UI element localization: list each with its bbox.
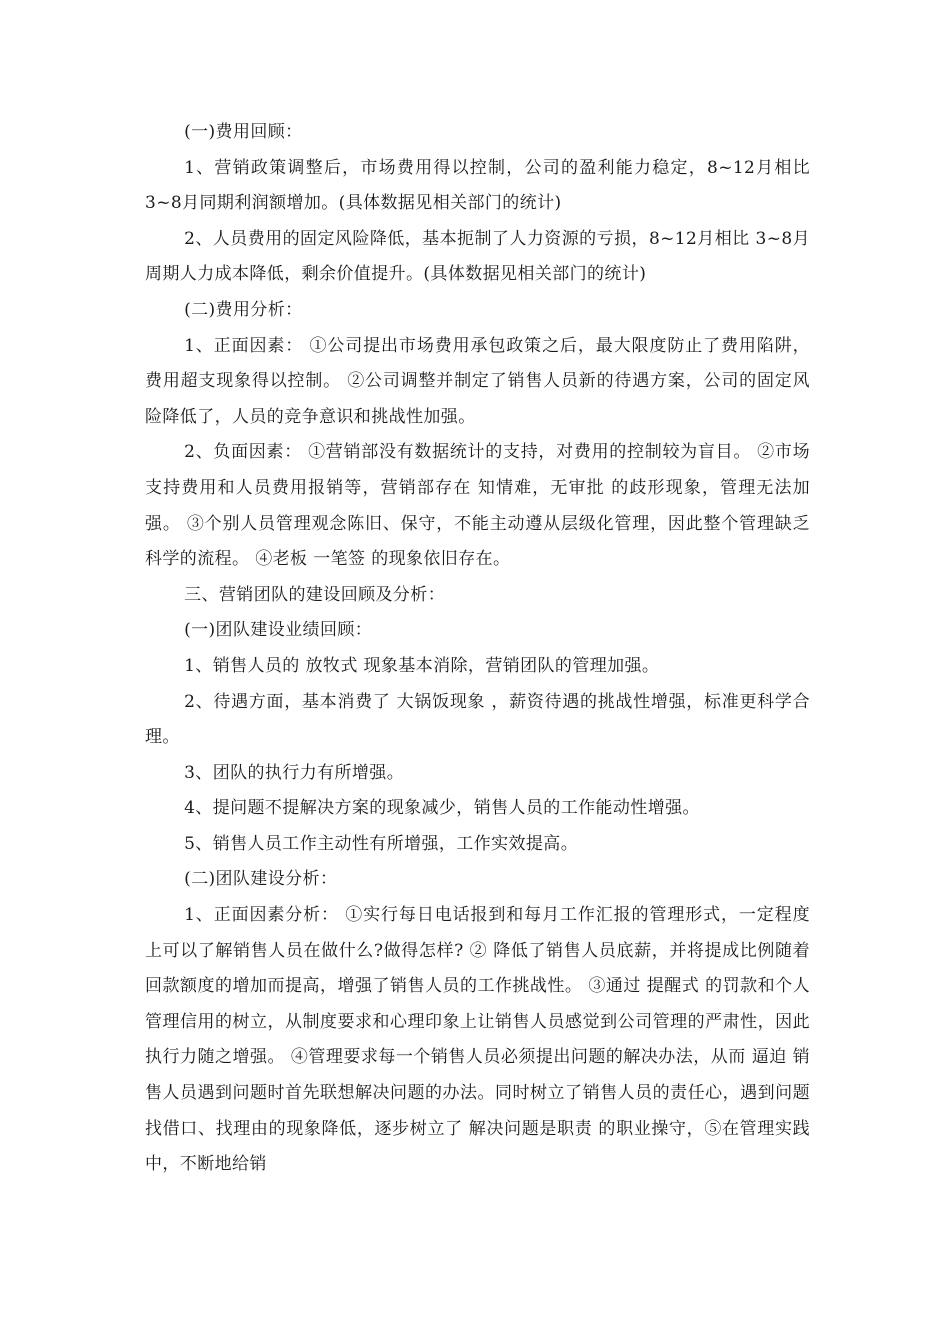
- heading-team-performance-review: (一)团队建设业绩回顾：: [184, 620, 373, 641]
- paragraph-team-review-1: 1、销售人员的 放牧式 现象基本消除，营销团队的管理加强。: [184, 655, 660, 676]
- heading-team-building: 三、营销团队的建设回顾及分析：: [184, 584, 446, 605]
- paragraph-team-review-2: 2、待遇方面，基本消费了 大锅饭现象 ，薪资待遇的挑战性增强，标准更科学合理。: [145, 691, 810, 748]
- document-body: [145, 115, 810, 1183]
- heading-expense-review: (一)费用回顾：: [184, 122, 303, 142]
- heading-expense-analysis: (二)费用分析：: [184, 299, 303, 320]
- paragraph-negative-factors: 2、负面因素： ①营销部没有数据统计的支持，对费用的控制较为盲目。 ②市场支持费用和人员费用报销等，营销部存在 知情难，无审批 的歧形现象，管理无法加强。 ③个别人员管理观念陈旧、保守，不能主动遵从层级化管理，因此整个管理缺乏科学的流程。 ④老板 一笔签 的现象依旧存在。: [145, 442, 810, 570]
- paragraph-expense-review-1: 1、营销政策调整后，市场费用得以控制，公司的盈利能力稳定，8~12月相比 3~8月同期利润额增加。(具体数据见相关部门的统计): [145, 157, 810, 214]
- paragraph-positive-factors: 1、正面因素： ①公司提出市场费用承包政策之后，最大限度防止了费用陷阱，费用超支现象得以控制。 ②公司调整并制定了销售人员新的待遇方案，公司的固定风险降低了，人员的竞争意识和挑战性加强。: [145, 335, 810, 427]
- paragraph-team-review-4: 4、提问题不提解决方案的现象减少，销售人员的工作能动性增强。: [184, 798, 700, 819]
- paragraph-team-review-3: 3、团队的执行力有所增强。: [184, 762, 405, 783]
- heading-team-analysis: (二)团队建设分析：: [184, 869, 338, 890]
- paragraph-team-review-5: 5、销售人员工作主动性有所增强，工作实效提高。: [184, 833, 579, 854]
- paragraph-team-positive-analysis: 1、正面因素分析： ①实行每日电话报到和每月工作汇报的管理形式，一定程度上可以了解销售人员在做什么?做得怎样? ② 降低了销售人员底薪，并将提成比例随着回款额度的增加而提高，增强了销售人员的工作挑战性。 ③通过 提醒式 的罚款和个人管理信用的树立，从制度要求和心理印象上让销售人员感觉到公司管理的严肃性，因此执行力随之增强。 ④管理要求每一个销售人员必须提出问题的解决办法，从而 逼迫 销售人员遇到问题时首先联想解决问题的办法。同时树立了销售人员的责任心，遇到问题找借口、找理由的现象降低，逐步树立了 解决问题是职责 的职业操守，⑤在管理实践中，不断地给销: [145, 905, 810, 1175]
- paragraph-expense-review-2: 2、人员费用的固定风险降低，基本扼制了人力资源的亏损，8~12月相比 3~8月周期人力成本降低，剩余价值提升。(具体数据见相关部门的统计): [145, 228, 810, 285]
